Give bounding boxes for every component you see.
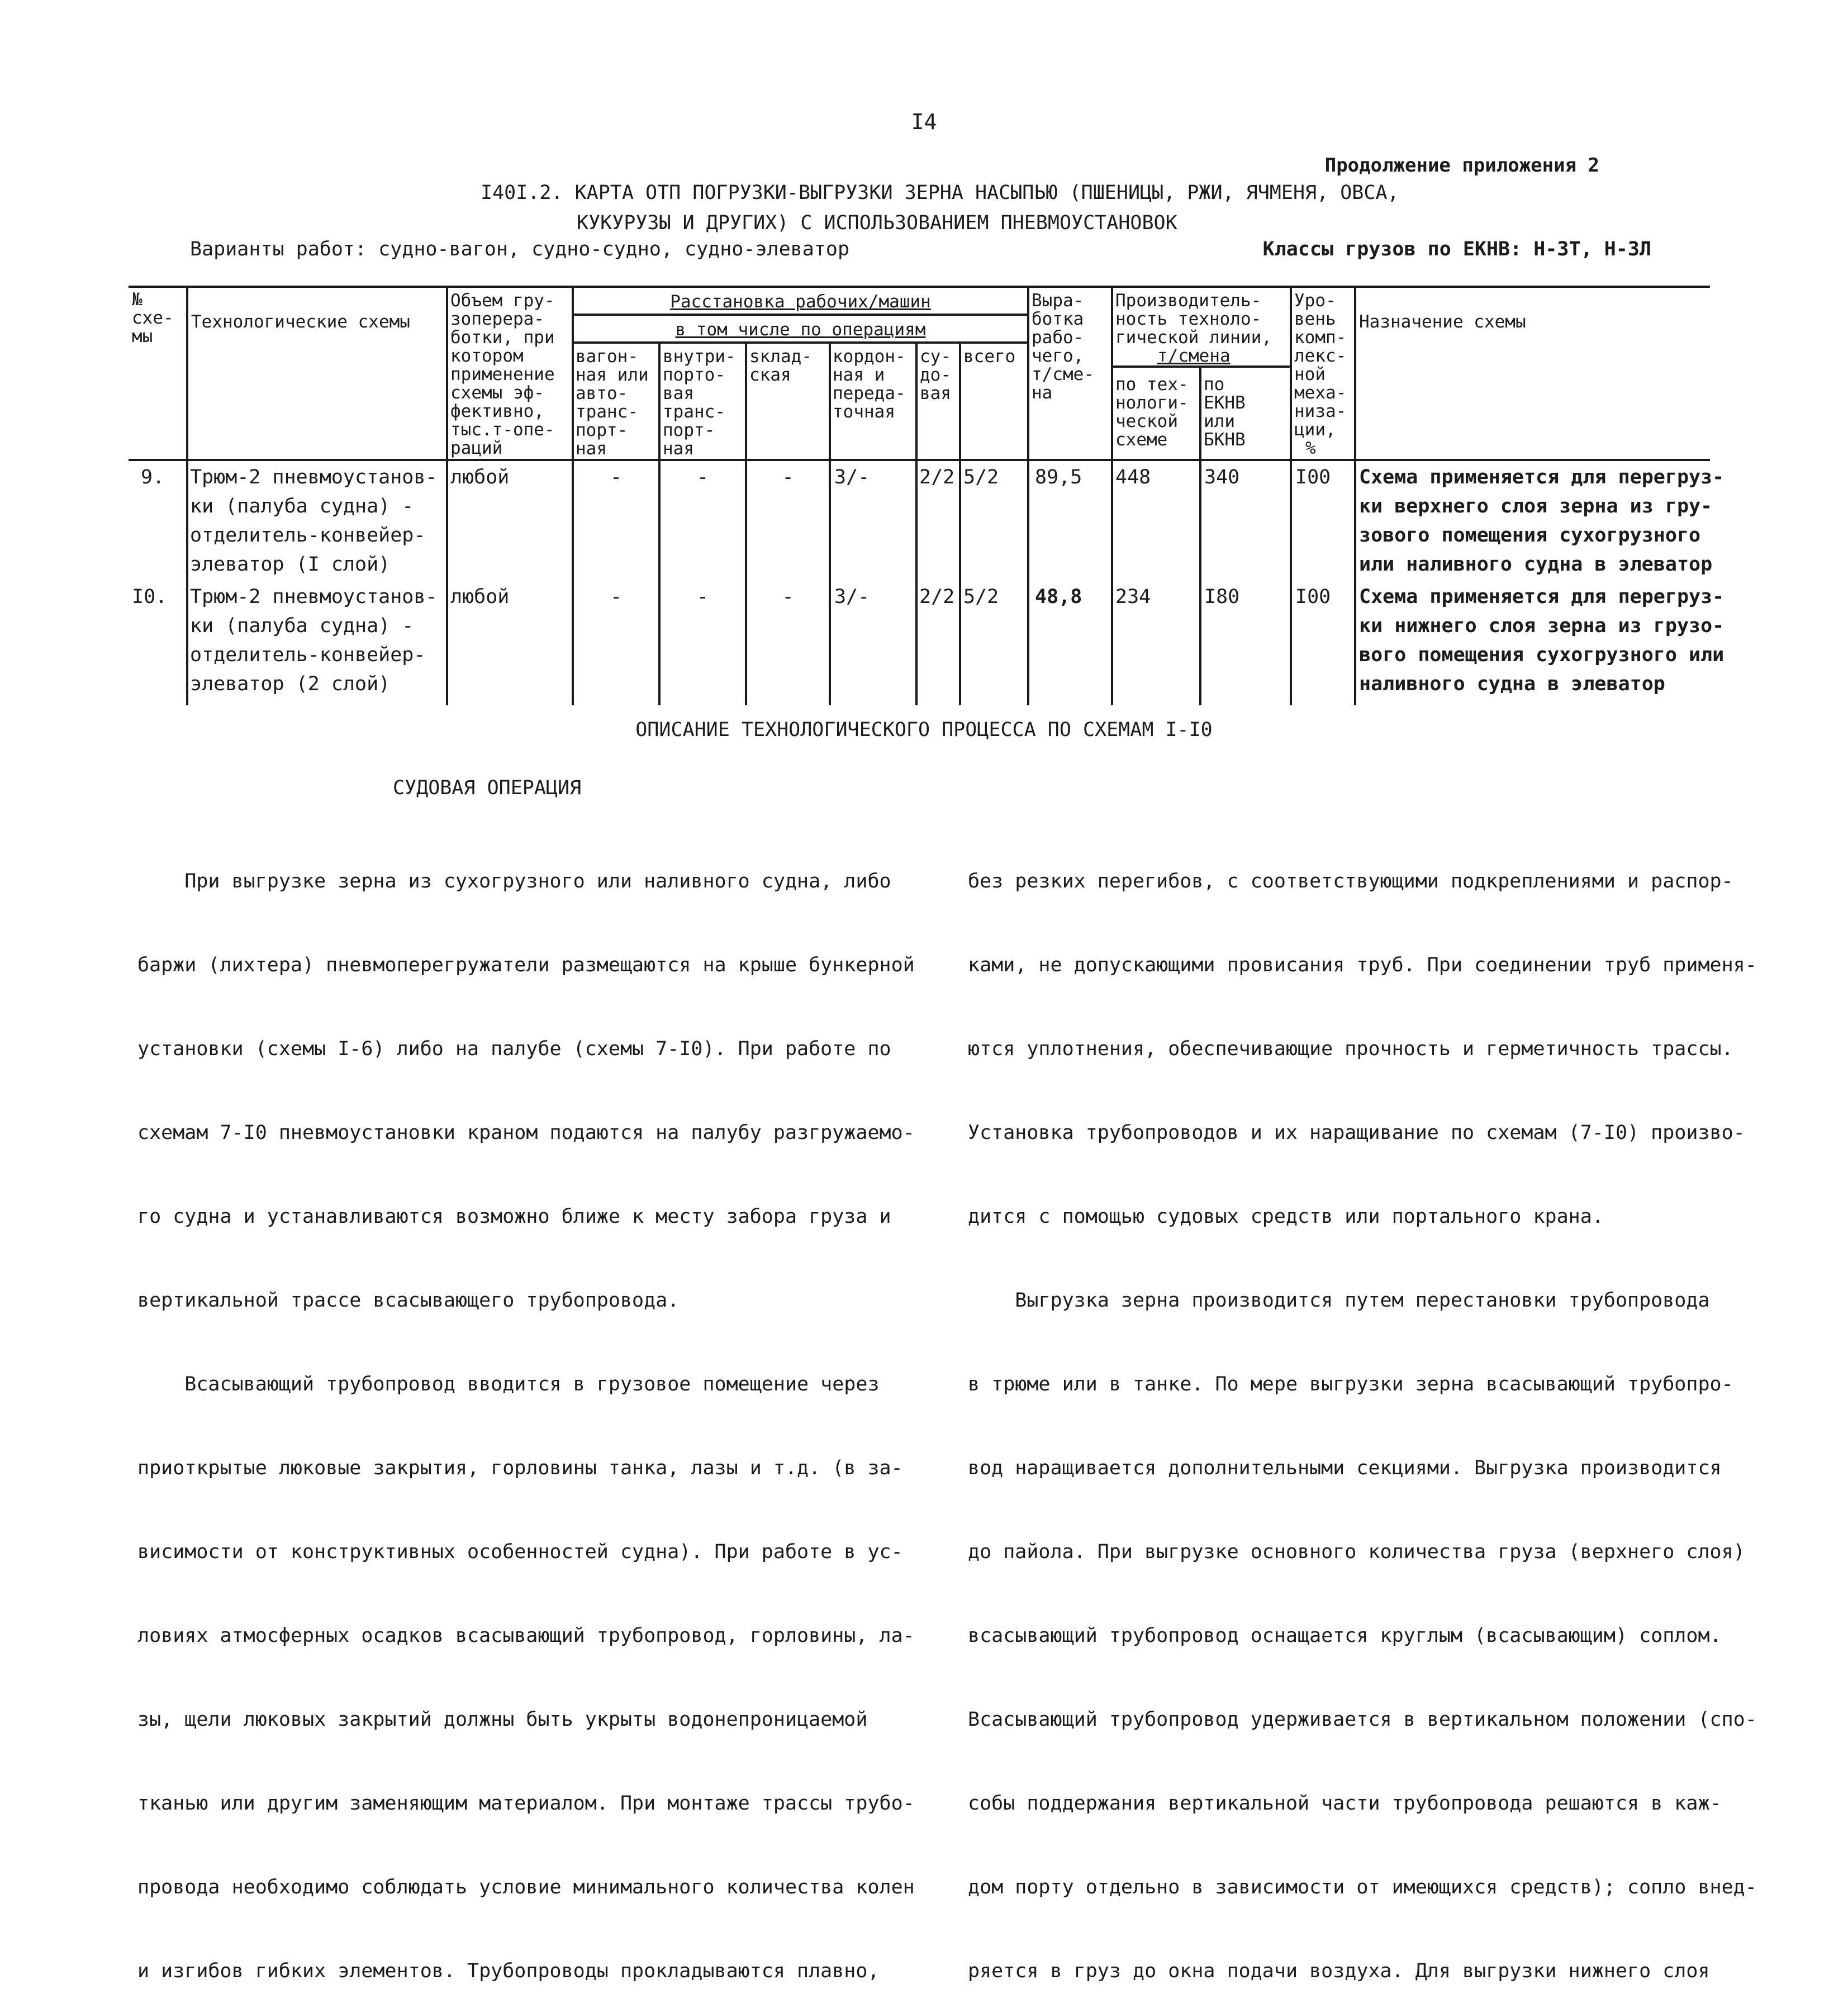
cell-storage: - <box>782 466 794 488</box>
title-line: КУКУРУЗЫ И ДРУГИХ) С ИСПОЛЬЗОВАНИЕМ ПНЕВМОУСТАНОВОК <box>577 212 1177 234</box>
cell-purpose: Схема применяется для перегруз- ки верхнего слоя зерна из гру- зового помещения сухогрузного или наливного судна в элеватор <box>1359 466 1725 576</box>
text-line: провода необходимо соблюдать условие минимального количества колен <box>137 1876 915 1898</box>
cell-kordon: 3/- <box>834 466 870 488</box>
header-placement: Расстановка рабочих/машин <box>670 292 931 312</box>
text-line: до пайола. При выгрузке основного количества груза (верхнего слоя) <box>968 1541 1745 1563</box>
header-wagon: вагон- ная или авто- транс- порт- ная <box>576 346 649 459</box>
text-line: Всасывающий трубопровод удерживается в вертикальном положении (спо- <box>968 1708 1757 1731</box>
cell-scheme: Трюм-2 пневмоустанов- ки (палуба судна) - отделитель-конвейер- элеватор (I слой) <box>190 466 438 576</box>
left-text-column <box>137 811 915 2013</box>
text-line: висимости от конструктивных особенностей судна). При работе в ус- <box>137 1541 903 1563</box>
cell-volume: любой <box>450 466 510 488</box>
text-line: При выгрузке зерна из сухогрузного или наливного судна, либо <box>137 870 891 892</box>
text-line: в трюме или в танке. По мере выгрузки зерна всасывающий трубопро- <box>968 1373 1733 1395</box>
cell-total: 5/2 <box>963 586 999 608</box>
header-volume: Объем гру- зоперера- ботки, при котором применение схемы эф- фективно, тыс.т-опе- раций <box>450 291 555 458</box>
text-line: без резких перегибов, с соответствующими подкреплениями и распор- <box>968 870 1733 892</box>
cell-prod-scheme: 448 <box>1115 466 1151 488</box>
cell-wagon: - <box>610 466 623 488</box>
work-variants: Варианты работ: судно-вагон, судно-судно, судно-элеватор <box>190 238 850 260</box>
header-ship: су- до- вая <box>920 346 951 403</box>
document-title <box>481 178 1399 238</box>
header-prod-ekhnv: по ЕКНВ или БКНВ <box>1204 374 1246 450</box>
cell-mech-level: I00 <box>1295 466 1331 488</box>
text-line: и изгибов гибких элементов. Трубопроводы прокладываются плавно, <box>137 1960 880 1982</box>
header-intraport: внутри- порто- вая транс- порт- ная <box>663 346 736 459</box>
text-line: ловиях атмосферных осадков всасывающий трубопровод, горловины, ла- <box>137 1625 915 1647</box>
cell-purpose: Схема применяется для перегруз- ки нижнего слоя зерна из грузо- вого помещения сухогрузного или наливного судна в элеватор <box>1359 586 1725 695</box>
continuation-note: Продолжение приложения 2 <box>1324 154 1599 177</box>
text-line: го судна и устанавливаются возможно ближе к месту забора груза и <box>137 1205 891 1228</box>
cell-output: 89,5 <box>1035 466 1082 488</box>
text-line: Установка трубопроводов и их наращивание по схемам (7-I0) произво- <box>968 1122 1745 1144</box>
cell-ship: 2/2 <box>919 586 955 608</box>
title-line: I40I.2. КАРТА ОТП ПОГРУЗКИ-ВЫГРУЗКИ ЗЕРНА НАСЫПЬЮ (ПШЕНИЦЫ, РЖИ, ЯЧМЕНЯ, ОВСА, <box>481 182 1399 204</box>
header-mech-level: Уро- вень комп- лекс- ной меха- низа- ции, % <box>1294 291 1347 458</box>
cell-ship: 2/2 <box>919 466 955 488</box>
text-line: баржи (лихтера) пневмоперегружатели размещаются на крыше бункерной <box>137 954 915 976</box>
cell-num: I0. <box>132 586 168 608</box>
header-output: Выра- ботка рабо- чего, т/сме- на <box>1032 291 1094 403</box>
text-line: тканью или другим заменяющим материалом. При монтаже трассы трубо- <box>137 1792 915 1815</box>
header-productivity: Производитель- ность техноло- гической линии, т/смена <box>1115 291 1272 366</box>
cell-storage: - <box>782 586 794 608</box>
text-line: установки (схемы I-6) либо на палубе (схемы 7-I0). При работе по <box>137 1038 891 1060</box>
header-incl-operations: в том числе по операциям <box>675 320 926 340</box>
cell-total: 5/2 <box>963 466 999 488</box>
text-line: дом порту отдельно в зависимости от имеющихся средств); сопло внед- <box>968 1876 1757 1898</box>
header-scheme-number: № схе- мы <box>132 289 174 346</box>
text-line: ками, не допускающими провисания труб. При соединении труб применя- <box>968 954 1757 976</box>
cell-scheme: Трюм-2 пневмоустанов- ки (палуба судна) - отделитель-конвейер- элеватор (2 слой) <box>190 586 438 695</box>
cell-prod-ekhnv: 340 <box>1204 466 1240 488</box>
cell-prod-scheme: 234 <box>1115 586 1151 608</box>
subsection-title: СУДОВАЯ ОПЕРАЦИЯ <box>393 777 582 799</box>
header-tech-schemes: Технологические схемы <box>191 312 410 332</box>
header-kordon: кордон- ная и переда- точная <box>833 346 906 422</box>
cell-intraport: - <box>696 586 709 608</box>
cell-wagon: - <box>610 586 623 608</box>
text-line: собы поддержания вертикальной части трубопровода решаются в каж- <box>968 1792 1722 1815</box>
cell-intraport: - <box>696 466 709 488</box>
page-number: I4 <box>911 110 937 134</box>
cell-volume: любой <box>450 586 510 608</box>
section-title: ОПИСАНИЕ ТЕХНОЛОГИЧЕСКОГО ПРОЦЕССА ПО СХЕМАМ I-I0 <box>635 719 1213 741</box>
cell-num: 9. <box>141 466 165 488</box>
header-storage: sклад- ская <box>749 346 812 385</box>
text-line: приоткрытые люковые закрытия, горловины танка, лазы и т.д. (в за- <box>137 1457 903 1479</box>
header-total: всего <box>963 346 1016 367</box>
text-line: всасывающий трубопровод оснащается круглым (всасывающим) соплом. <box>968 1625 1722 1647</box>
text-line: ряется в груз до окна подачи воздуха. Для выгрузки нижнего слоя <box>968 1960 1710 1982</box>
cell-output: 48,8 <box>1035 586 1082 608</box>
text-line: вод наращивается дополнительными секциями. Выгрузка производится <box>968 1457 1722 1479</box>
text-line: зы, щели люковых закрытий должны быть укрыты водонепроницаемой <box>137 1708 868 1731</box>
cargo-classes: Классы грузов по ЕКНВ: Н-3Т, Н-3Л <box>1262 238 1651 260</box>
text-line: Всасывающий трубопровод вводится в грузовое помещение через <box>137 1373 880 1395</box>
right-text-column <box>968 811 1757 2013</box>
text-line: схемам 7-I0 пневмоустановки краном подаются на палубу разгружаемо- <box>137 1122 915 1144</box>
text-line: Выгрузка зерна производится путем перестановки трубопровода <box>968 1289 1710 1312</box>
text-line: дится с помощью судовых средств или портального крана. <box>968 1205 1604 1228</box>
cell-mech-level: I00 <box>1295 586 1331 608</box>
text-line: вертикальной трассе всасывающего трубопровода. <box>137 1289 680 1312</box>
text-line: ются уплотнения, обеспечивающие прочность и герметичность трассы. <box>968 1038 1733 1060</box>
header-prod-scheme: по тех- нологи- ческой схеме <box>1115 374 1189 450</box>
cell-prod-ekhnv: I80 <box>1204 586 1240 608</box>
cell-kordon: 3/- <box>834 586 870 608</box>
header-purpose: Назначение схемы <box>1359 312 1526 332</box>
